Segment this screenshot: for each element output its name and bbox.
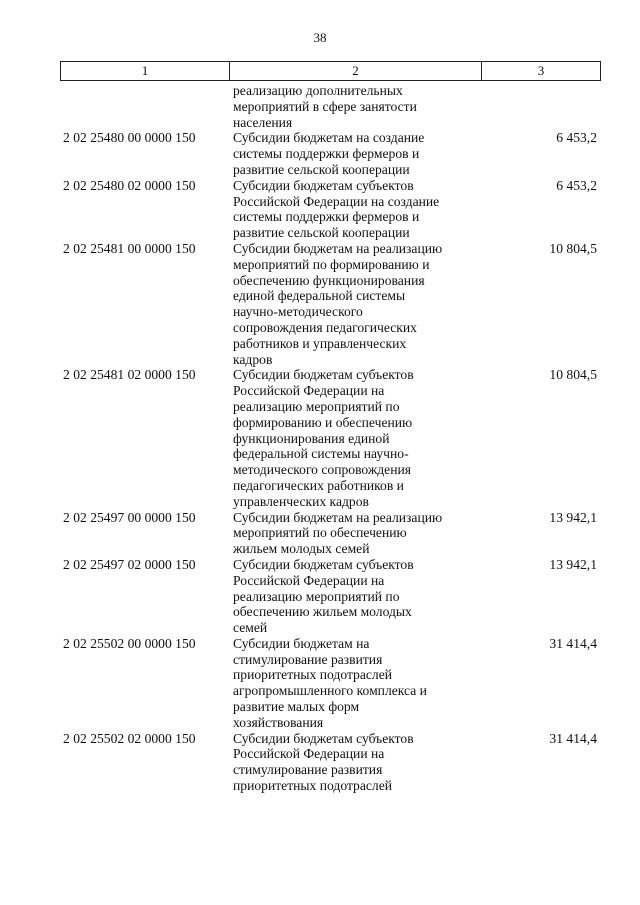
income-name: Субсидии бюджетам на реализацию мероприятий по обеспечению жильем молодых семей (233, 509, 443, 557)
income-name: Субсидии бюджетам субъектов Российской Федерации на стимулирование развития приоритетных подотраслей (233, 730, 414, 794)
budget-code: 2 02 25497 00 0000 150 (63, 509, 196, 525)
table-row (60, 178, 601, 241)
income-name: Субсидии бюджетам на стимулирование развития приоритетных подотраслей агропромышленного комплекса и развитие малых форм хозяйствования (233, 635, 427, 730)
page-number: 38 (313, 30, 327, 45)
budget-code: 2 02 25502 02 0000 150 (63, 730, 196, 746)
amount: 31 414,4 (549, 730, 597, 746)
amount: 6 453,2 (556, 177, 597, 193)
income-name: Субсидии бюджетам субъектов Российской Федерации на реализацию мероприятий по обеспечению жильем молодых семей (233, 556, 414, 636)
amount: 6 453,2 (556, 130, 597, 146)
table-row (60, 557, 601, 636)
income-name: Субсидии бюджетам на создание системы поддержки фермеров и развитие сельской кооперации (233, 130, 425, 177)
table-row (60, 510, 601, 557)
amount: 31 414,4 (549, 635, 597, 651)
table-row (60, 241, 601, 367)
column-header-3: 3 (537, 63, 545, 78)
income-name: Субсидии бюджетам субъектов Российской Федерации на создание системы поддержки фермеров и развитие сельской кооперации (233, 177, 440, 241)
amount: 13 942,1 (549, 509, 597, 525)
table-row (60, 130, 601, 177)
column-header-2: 2 (230, 62, 482, 80)
income-name: Субсидии бюджетам на реализацию мероприятий по формированию и обеспечению функционирования единой федеральной системы научно-методического сопровождения педагогических работников и управленческих кадров (233, 240, 443, 367)
table-row (60, 636, 601, 731)
income-name: реализацию дополнительных мероприятий в сфере занятости населения (233, 83, 417, 130)
table-row (60, 367, 601, 509)
table-column-header (60, 61, 601, 81)
column-header-1: 1 (61, 62, 230, 80)
budget-code: 2 02 25480 00 0000 150 (63, 130, 196, 146)
table-row (60, 83, 601, 130)
amount: 10 804,5 (549, 240, 597, 256)
amount: 10 804,5 (549, 367, 597, 383)
budget-code: 2 02 25481 02 0000 150 (63, 367, 196, 383)
amount: 13 942,1 (549, 556, 597, 572)
budget-code: 2 02 25481 00 0000 150 (63, 240, 196, 256)
table-body (60, 83, 601, 794)
table-row (60, 731, 601, 794)
budget-code: 2 02 25480 02 0000 150 (63, 177, 196, 193)
budget-code: 2 02 25502 00 0000 150 (63, 635, 196, 651)
budget-code: 2 02 25497 02 0000 150 (63, 556, 196, 572)
income-name: Субсидии бюджетам субъектов Российской Федерации на реализацию мероприятий по формированию и обеспечению функционирования единой федеральной системы научно- методического сопровождения педагогических работников и управленческих кадров (233, 367, 414, 509)
